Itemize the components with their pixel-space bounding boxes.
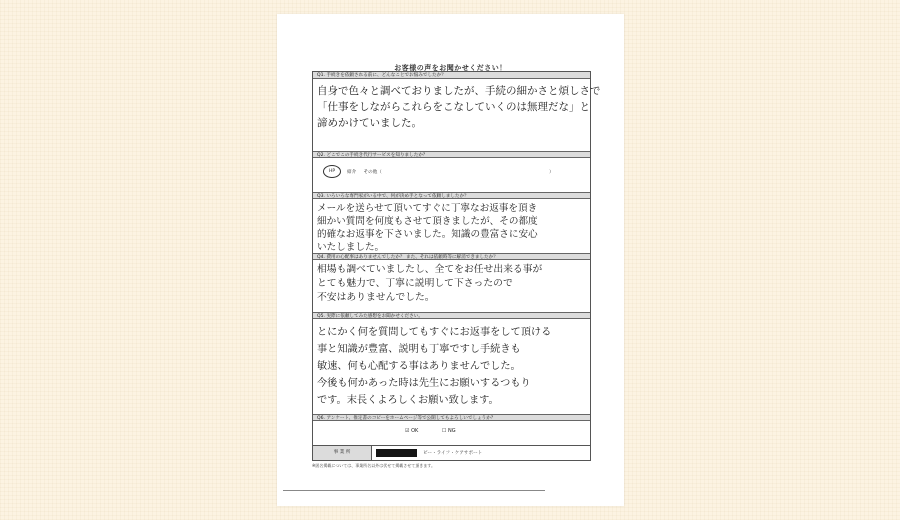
q1-line-2: 「仕事をしながらこれらをこなしていくのは無理だな」と	[317, 101, 590, 113]
office-label: 事 業 所	[313, 446, 372, 460]
q5-answer	[317, 324, 587, 409]
q3-line-2: 細かい質問を何度もさせて頂きましたが、その都度	[317, 216, 538, 227]
ok-checkbox: ☑ OK	[405, 428, 419, 434]
q3-label: Q3. いろいろな専門家がいる中で、何が決め手となって依頼しましたか？	[313, 192, 590, 199]
q3-line-4: いたしました。	[317, 242, 385, 253]
bottom-divider	[283, 490, 545, 491]
q5-line-5: です。末長くよろしくお願い致します。	[317, 395, 499, 406]
referral-option: 紹介	[347, 170, 357, 175]
q5-line-4: 今後も何かあった時は先生にお願いするつもり	[317, 378, 531, 389]
q4-label: Q4. 費用の心配事はありませんでしたか？ また、それは依頼時等に解消できましたか？	[313, 253, 590, 260]
q4-answer	[317, 263, 587, 305]
q1-line-3: 諦めかけていました。	[317, 117, 422, 129]
q1-line-1: 自身で色々と調べておりましたが、手続の細かさと煩しさで	[317, 85, 601, 97]
q4-line-3: 不安はありませんでした。	[317, 292, 435, 303]
q6-label: Q6. アンケート、推定書のコピーをホームページ等で公開してもよろしいでしょうか？	[313, 414, 590, 421]
q6-options	[405, 428, 478, 434]
q3-line-1: メールを送らせて頂いてすぐに丁寧なお返事を頂き	[317, 203, 538, 214]
hp-option-circled: HP	[323, 165, 341, 178]
q4-line-1: 相場も調べていましたし、全てをお任せ出来る事が	[317, 264, 543, 275]
q2-options	[347, 169, 382, 175]
other-close-paren: ）	[549, 170, 554, 175]
footnote: ※匿名掲載については、事業所名以外は伏せて掲載させて頂きます。	[312, 463, 435, 468]
office-name: ビー・ライフ・ケアサポート	[423, 451, 483, 456]
q2-label: Q2. どこでこの手続き代行サービスを知りましたか？	[313, 151, 590, 158]
q5-line-2: 事と知識が豊富、説明も丁寧ですし手続きも	[317, 344, 521, 355]
ng-checkbox: ☐ NG	[441, 428, 456, 434]
other-option: その他（	[363, 170, 382, 175]
q5-line-3: 敏速、何も心配する事はありませんでした。	[317, 361, 521, 372]
q5-label: Q5. 実際に依頼してみた感想をお聞かせください。	[313, 312, 590, 319]
office-row	[313, 445, 590, 460]
q3-line-3: 的確なお返事を下さいました。知識の豊富さに安心	[317, 229, 538, 240]
redacted-block	[376, 449, 417, 457]
q5-line-1: とにかく何を質問してもすぐにお返事をして頂ける	[317, 327, 552, 338]
q1-answer	[317, 83, 601, 131]
q4-line-2: とても魅力で、丁寧に説明して下さったので	[317, 278, 513, 289]
survey-sheet	[277, 14, 624, 506]
q1-label: Q1. 手続きを依頼される前に、どんなことでお悩みでしたか？	[313, 72, 590, 79]
q3-answer	[317, 202, 587, 254]
form-title: お客様の声をお聞かせください！	[394, 64, 507, 72]
survey-form	[312, 71, 601, 461]
